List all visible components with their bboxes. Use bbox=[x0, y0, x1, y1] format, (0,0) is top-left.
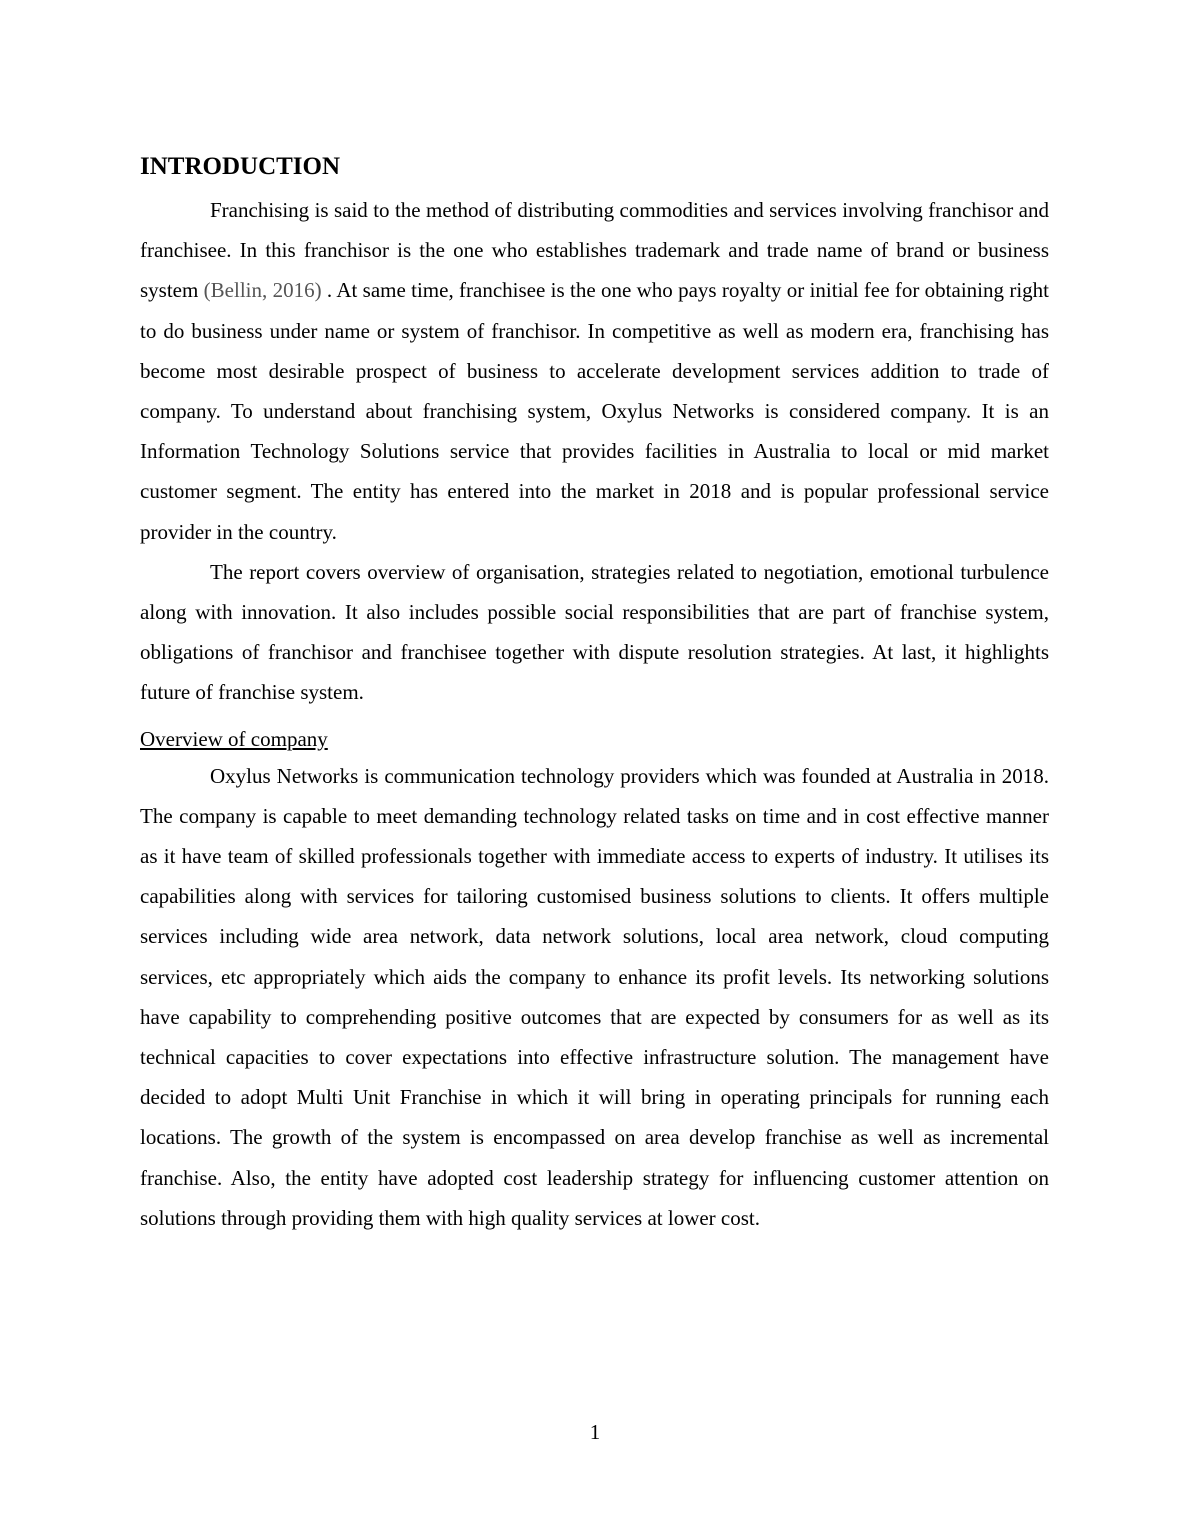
citation: (Bellin, 2016) bbox=[203, 278, 322, 303]
intro-paragraph-1 bbox=[140, 190, 1049, 552]
page-number: 1 bbox=[589, 1420, 601, 1444]
intro-paragraph-1-text-start: Franchising is said to the method of distributing commodities and services involving franchisor and franchisee. In this franchisor is the one who establishes trademark and trade name of brand or business system bbox=[140, 198, 1049, 303]
intro-paragraph-2: The report covers overview of organisation, strategies related to negotiation, emotional turbulence along with innovation. It also includes possible social responsibilities that are part of franchise system, obligations of franchisor and franchisee together with dispute resolution strategies. At last, it highlights future of franchise system. bbox=[140, 559, 1049, 705]
subheading-overview-of-company: Overview of company bbox=[140, 726, 328, 751]
overview-paragraph: Oxylus Networks is communication technology providers which was founded at Australia in 2018. The company is capable to meet demanding technology related tasks on time and in cost effective manner as it have team of skilled professionals together with immediate access to experts of industry. It utilises its capabilities along with services for tailoring customised business solutions to clients. It offers multiple services including wide area network, data network solutions, local area network, cloud computing services, etc appropriately which aids the company to enhance its profit levels. Its networking solutions have capability to comprehending positive outcomes that are expected by consumers for as well as its technical capacities to cover expectations into effective infrastructure solution. The management have decided to adopt Multi Unit Franchise in which it will bring in operating principals for running each locations. The growth of the system is encompassed on area develop franchise as well as incremental franchise. Also, the entity have adopted cost leadership strategy for influencing customer attention on solutions through providing them with high quality services at lower cost. bbox=[140, 763, 1049, 1230]
section-heading-introduction: INTRODUCTION bbox=[140, 153, 341, 180]
intro-paragraph-1-text-end: . At same time, franchisee is the one who pays royalty or initial fee for obtaining right to do business under name or system of franchisor. In competitive as well as modern era, franchising has become most desirable prospect of business to accelerate development services addition to trade of company. To understand about franchising system, Oxylus Networks is considered company. It is an Information Technology Solutions service that provides facilities in Australia to local or mid market customer segment. The entity has entered into the market in 2018 and is popular professional service provider in the country. bbox=[140, 278, 1049, 544]
document-body bbox=[140, 150, 1049, 1238]
